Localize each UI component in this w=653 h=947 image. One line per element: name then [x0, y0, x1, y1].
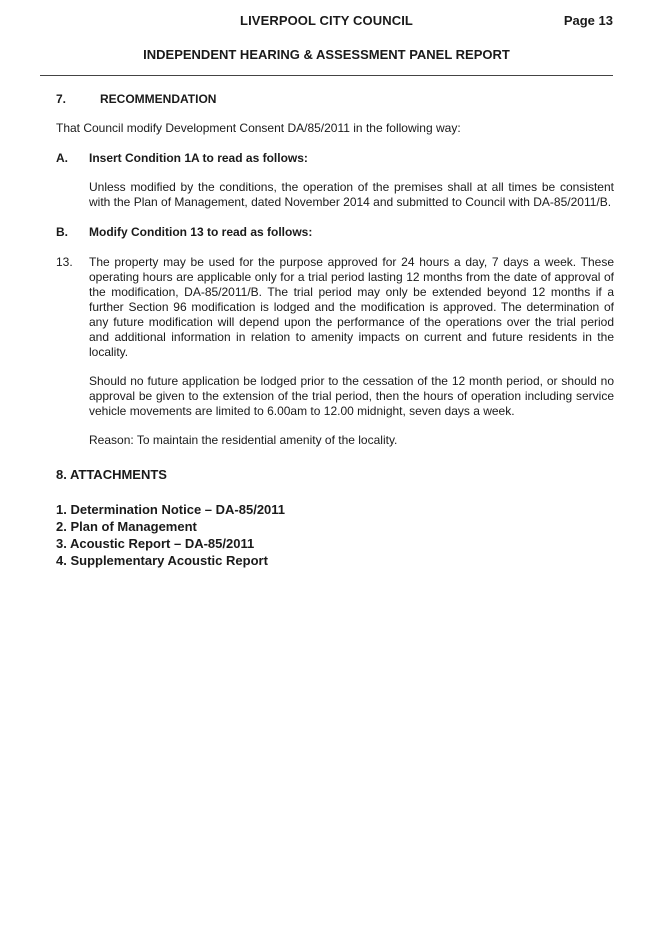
attachment-item: 1. Determination Notice – DA-85/2011: [56, 502, 286, 517]
attachments-list: [56, 501, 614, 569]
condition-1a-text: Unless modified by the conditions, the operation of the premises shall at all times be consistent with the Plan of Management, dated November 2014 and submitted to Council with DA-85/2011/B.: [89, 180, 614, 209]
part-heading-text: Insert Condition 1A to read as follows:: [89, 151, 308, 165]
condition-13: [56, 255, 614, 360]
part-b-heading: [56, 225, 614, 240]
report-title: INDEPENDENT HEARING & ASSESSMENT PANEL REPORT: [143, 47, 510, 62]
page-number: Page 13: [563, 13, 613, 28]
section-title: RECOMMENDATION: [100, 92, 217, 106]
condition-number: 13.: [56, 255, 73, 269]
section-number: 7.: [56, 92, 67, 106]
condition-13-paragraph-2: Should no future application be lodged prior to the cessation of the 12 month period, or should no approval be given to the extension of the trial period, then the hours of operation including service vehicle movements are limited to 6.00am to 12.00 midnight, seven days a week.: [89, 374, 614, 418]
condition-reason: Reason: To maintain the residential amenity of the locality.: [89, 433, 398, 447]
council-name: LIVERPOOL CITY COUNCIL: [240, 13, 413, 28]
attachment-item: 2. Plan of Management: [56, 519, 197, 534]
part-heading-text: Modify Condition 13 to read as follows:: [89, 225, 313, 239]
section-8-heading: 8. ATTACHMENTS: [56, 467, 167, 482]
condition-text: The property may be used for the purpose approved for 24 hours a day, 7 days a week. These operating hours are applicable only for a trial period lasting 12 months from the date of approval of the modification, DA-85/2011/B. The trial period may only be extended beyond 12 months if a further Section 96 modification is lodged and the modification is approved. The determination of any future modification will depend upon the performance of the operations over the trial period and additional information in relation to amenity impacts on current and future residents in the locality.: [89, 255, 614, 359]
part-letter: B.: [56, 225, 68, 239]
section-7-heading: [56, 92, 614, 107]
recommendation-intro: That Council modify Development Consent DA/85/2011 in the following way:: [56, 121, 461, 135]
attachment-item: 3. Acoustic Report – DA-85/2011: [56, 536, 255, 551]
part-letter: A.: [56, 151, 68, 165]
attachment-item: 4. Supplementary Acoustic Report: [56, 553, 268, 568]
header-divider: [40, 75, 613, 76]
document-body: [56, 90, 614, 569]
part-a-heading: [56, 151, 614, 166]
